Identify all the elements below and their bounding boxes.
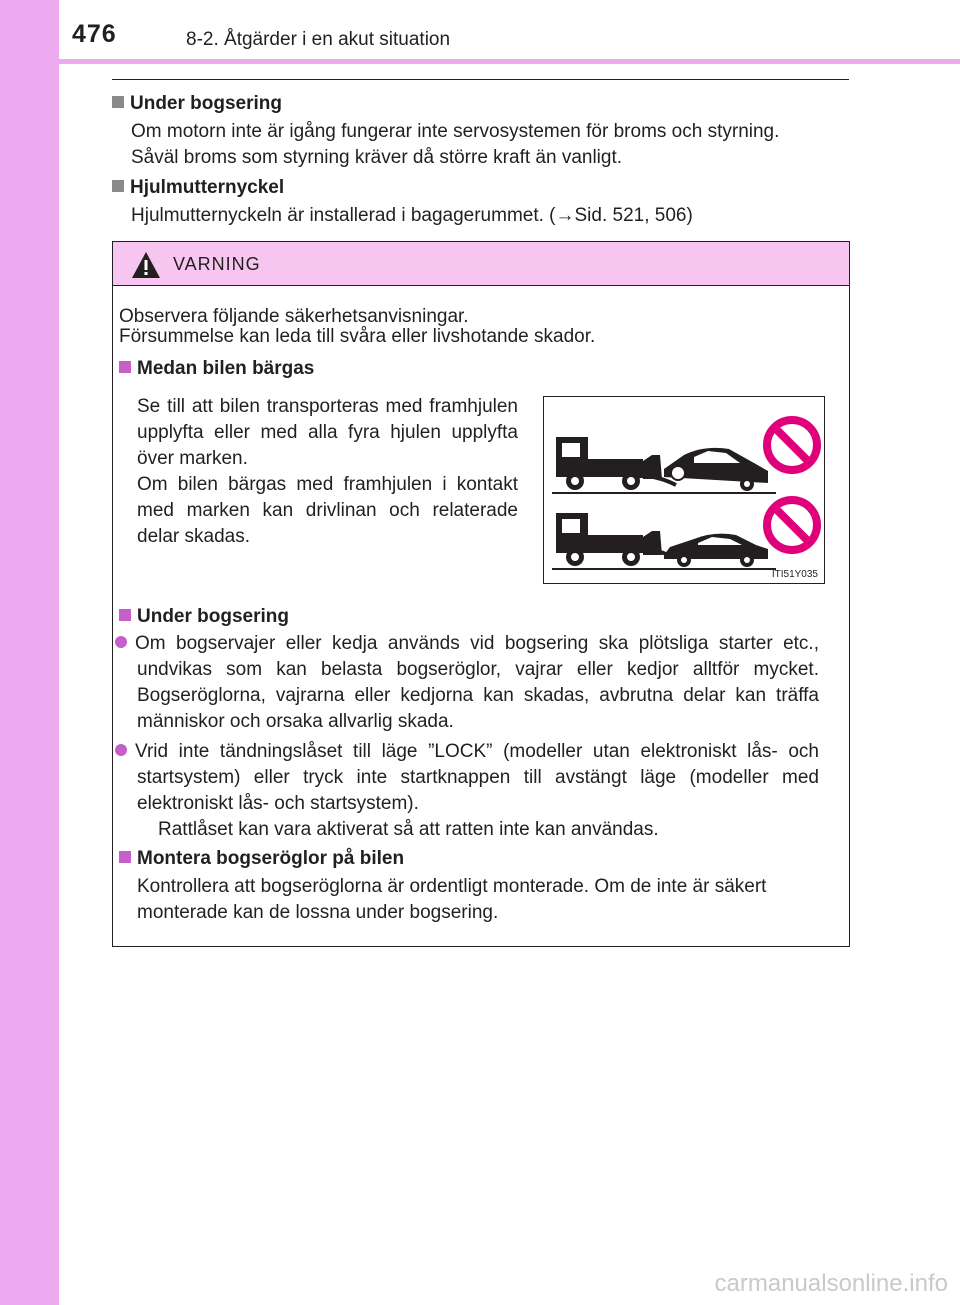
drivetrain-warning: Om bilen bärgas med framhjulen i kontakt med marken kan drivlinan och relaterade delar skadas.: [137, 474, 518, 547]
square-bullet-icon: [112, 180, 124, 192]
prohibition-icon: [767, 500, 817, 550]
tow-truck-diagram: [544, 397, 826, 585]
header-rule: [59, 59, 960, 64]
ignition-bullet: Vrid inte tändningslåset till läge ”LOCK” (modeller utan elektroniskt lås- och startsystem) eller tryck inte startknappen till avstängt läge (modeller med elektroniskt lås- och startsystem).: [115, 739, 819, 817]
warning-header: [113, 242, 849, 286]
tow-truck-bottom: [556, 513, 668, 566]
steering-lock-note: Rattlåset kan vara aktiverat så att ratten inte kan användas.: [158, 819, 659, 840]
towed-car-bottom: [664, 534, 768, 567]
square-bullet-icon: [119, 609, 131, 621]
section-title: 8-2. Åtgärder i en akut situation: [186, 29, 451, 50]
side-tab-bar: [0, 0, 59, 1305]
round-bullet-icon: [115, 744, 127, 756]
tow-truck-top: [556, 437, 676, 490]
figure-code: ITI51Y035: [771, 569, 818, 580]
prohibition-icon: [767, 420, 817, 470]
towing-cable-bullet: Om bogservajer eller kedja används vid bogsering ska plötsliga starter etc., undvikas som kan belasta bogseröglor, vajrar eller kedjor alltför mycket. Bogseröglorna, vajrarna eller kedjorna kan skadas, avbrutna delar kan träffa människor och orsaka allvarlig skada.: [115, 631, 819, 735]
towing-text-line2: Såväl broms som styrning kräver då större kraft än vanligt.: [131, 147, 623, 168]
warning-triangle-icon: [131, 251, 161, 279]
towing-eye-text: Kontrollera att bogseröglorna är ordentligt monterade. Om de inte är säkert monterade kan de lossna under bogsering.: [137, 876, 767, 923]
towing-illustration: [543, 396, 825, 584]
heading-montera-bogseroglor: Montera bogseröglor på bilen: [119, 846, 404, 872]
heading-under-bogsering: Under bogsering: [112, 91, 282, 117]
towing-text-line1: Om motorn inte är igång fungerar inte servosystemen för broms och styrning.: [131, 121, 780, 142]
towed-car-top: [664, 448, 768, 491]
warning-title: VARNING: [173, 254, 261, 274]
watermark: carmanualsonline.info: [714, 1270, 948, 1297]
square-bullet-icon: [112, 96, 124, 108]
heading-under-bogsering-2: Under bogsering: [119, 604, 289, 630]
square-bullet-icon: [119, 361, 131, 373]
round-bullet-icon: [115, 636, 127, 648]
heading-hjulmutternyckel: Hjulmutternyckel: [112, 175, 284, 201]
warning-intro-line2: Försummelse kan leda till svåra eller livshotande skador.: [119, 326, 596, 347]
warning-intro-line1: Observera följande säkerhetsanvisningar.: [119, 306, 469, 327]
square-bullet-icon: [119, 851, 131, 863]
wrench-text: Hjulmutternyckeln är installerad i bagagerummet. (→Sid. 521, 506): [131, 205, 693, 226]
transport-instructions: Se till att bilen transporteras med framhjulen upplyfta eller med alla fyra hjulen upplyfta över marken.: [137, 396, 518, 469]
heading-medan-bilen-bargas: Medan bilen bärgas: [119, 356, 314, 382]
page-number: 476: [72, 20, 117, 48]
divider: [112, 79, 849, 80]
